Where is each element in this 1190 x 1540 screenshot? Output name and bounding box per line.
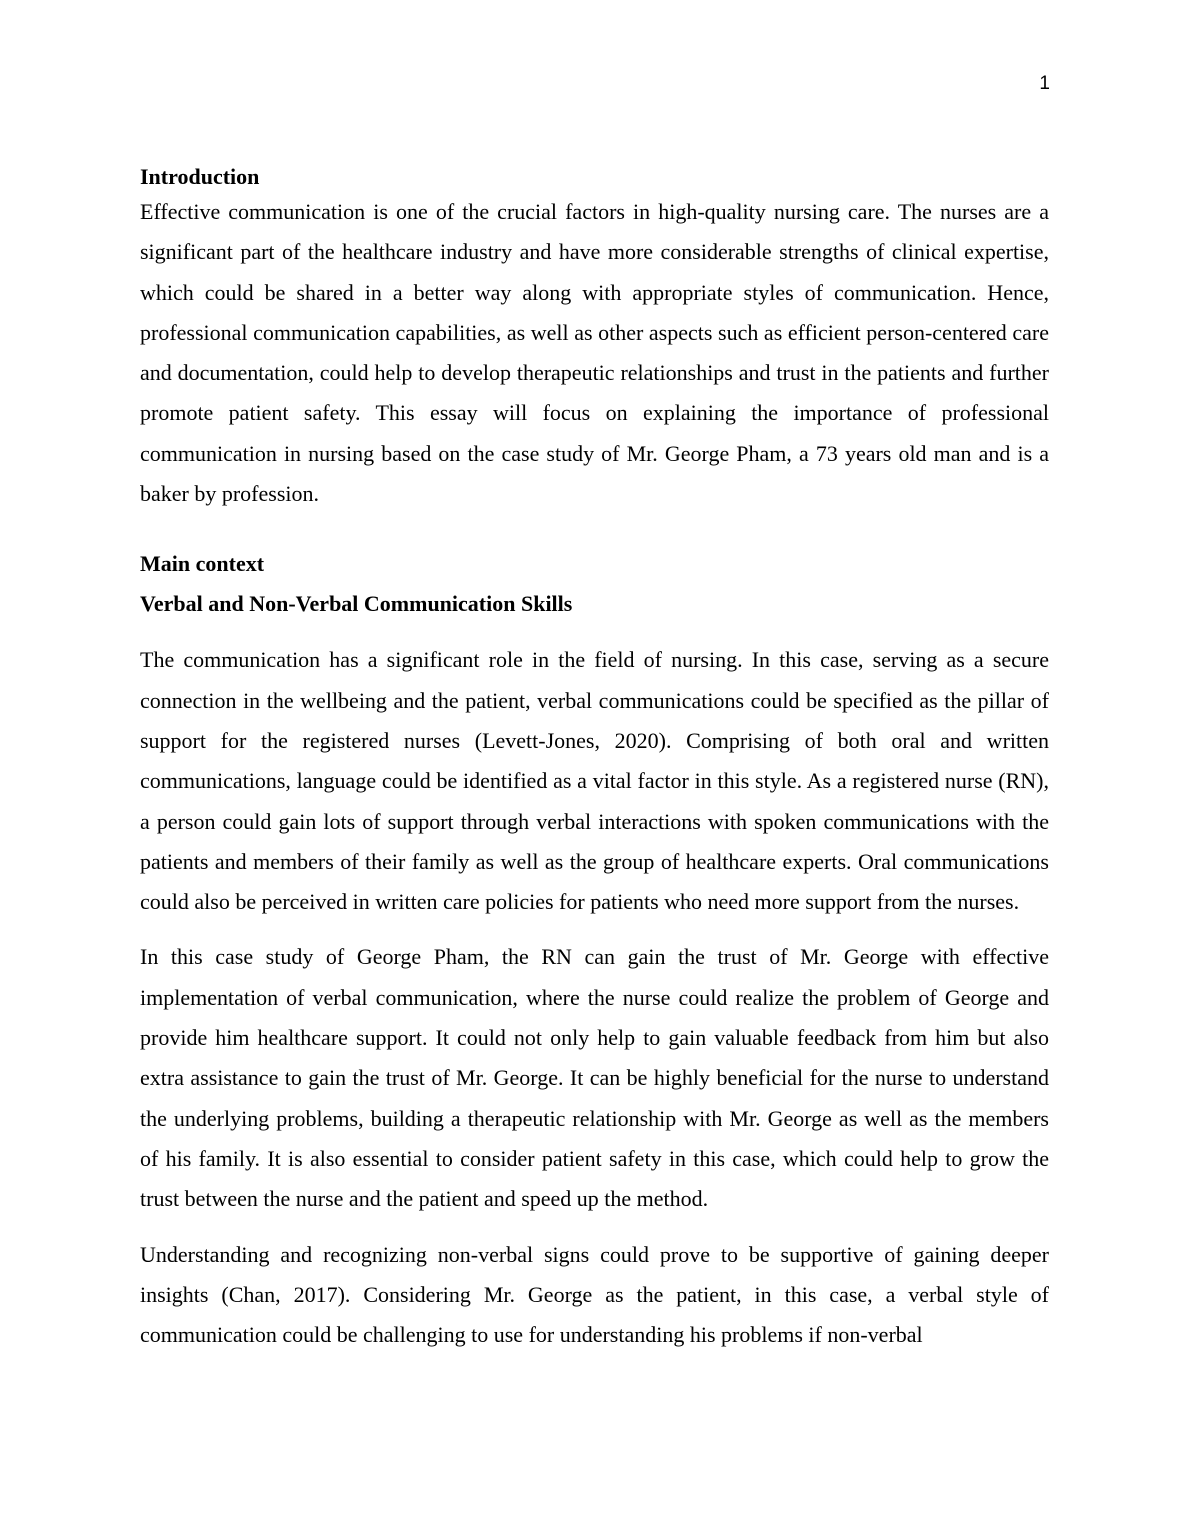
body-paragraph-2: In this case study of George Pham, the RN can gain the trust of Mr. George with effective implementation of verbal communication, where the nurse could realize the problem of George and provide him healthcare support. It could not only help to gain valuable feedback from him but also extra assistance to gain the trust of Mr. George. It can be highly beneficial for the nurse to understand the underlying problems, building a therapeutic relationship with Mr. George as well as the members of his family. It is also essential to consider patient safety in this case, which could help to grow the trust between the nurse and the patient and speed up the method. bbox=[140, 944, 1049, 1212]
introduction-paragraph: Effective communication is one of the crucial factors in high-quality nursing care. The nurses are a significant part of the healthcare industry and have more considerable strengths of clinical expertise, which could be shared in a better way along with appropriate styles of communication. Hence, professional communication capabilities, as well as other aspects such as efficient person-centered care and documentation, could help to develop therapeutic relationships and trust in the patients and further promote patient safety. This essay will focus on explaining the importance of professional communication in nursing based on the case study of Mr. George Pham, a 73 years old man and is a baker by profession. bbox=[140, 199, 1049, 507]
body-paragraph-1: The communication has a significant role in the field of nursing. In this case, serving as a secure connection in the wellbeing and the patient, verbal communications could be specified as the pillar of support for the registered nurses (Levett-Jones, 2020). Comprising of both oral and written communications, language could be identified as a vital factor in this style. As a registered nurse (RN), a person could gain lots of support through verbal interactions with spoken communications with the patients and members of their family as well as the group of healthcare experts. Oral communications could also be perceived in written care policies for patients who need more support from the nurses. bbox=[140, 647, 1049, 915]
document-body bbox=[140, 162, 1049, 1355]
body-paragraph-3: Understanding and recognizing non-verbal signs could prove to be supportive of gaining deeper insights (Chan, 2017). Considering Mr. George as the patient, in this case, a verbal style of communication could be challenging to use for understanding his problems if non-verbal bbox=[140, 1241, 1049, 1348]
main-context-heading: Main context bbox=[140, 551, 265, 577]
page-number: 1 bbox=[1039, 73, 1050, 94]
verbal-nonverbal-subheading: Verbal and Non-Verbal Communication Skills bbox=[140, 591, 573, 617]
introduction-heading: Introduction bbox=[140, 164, 260, 189]
